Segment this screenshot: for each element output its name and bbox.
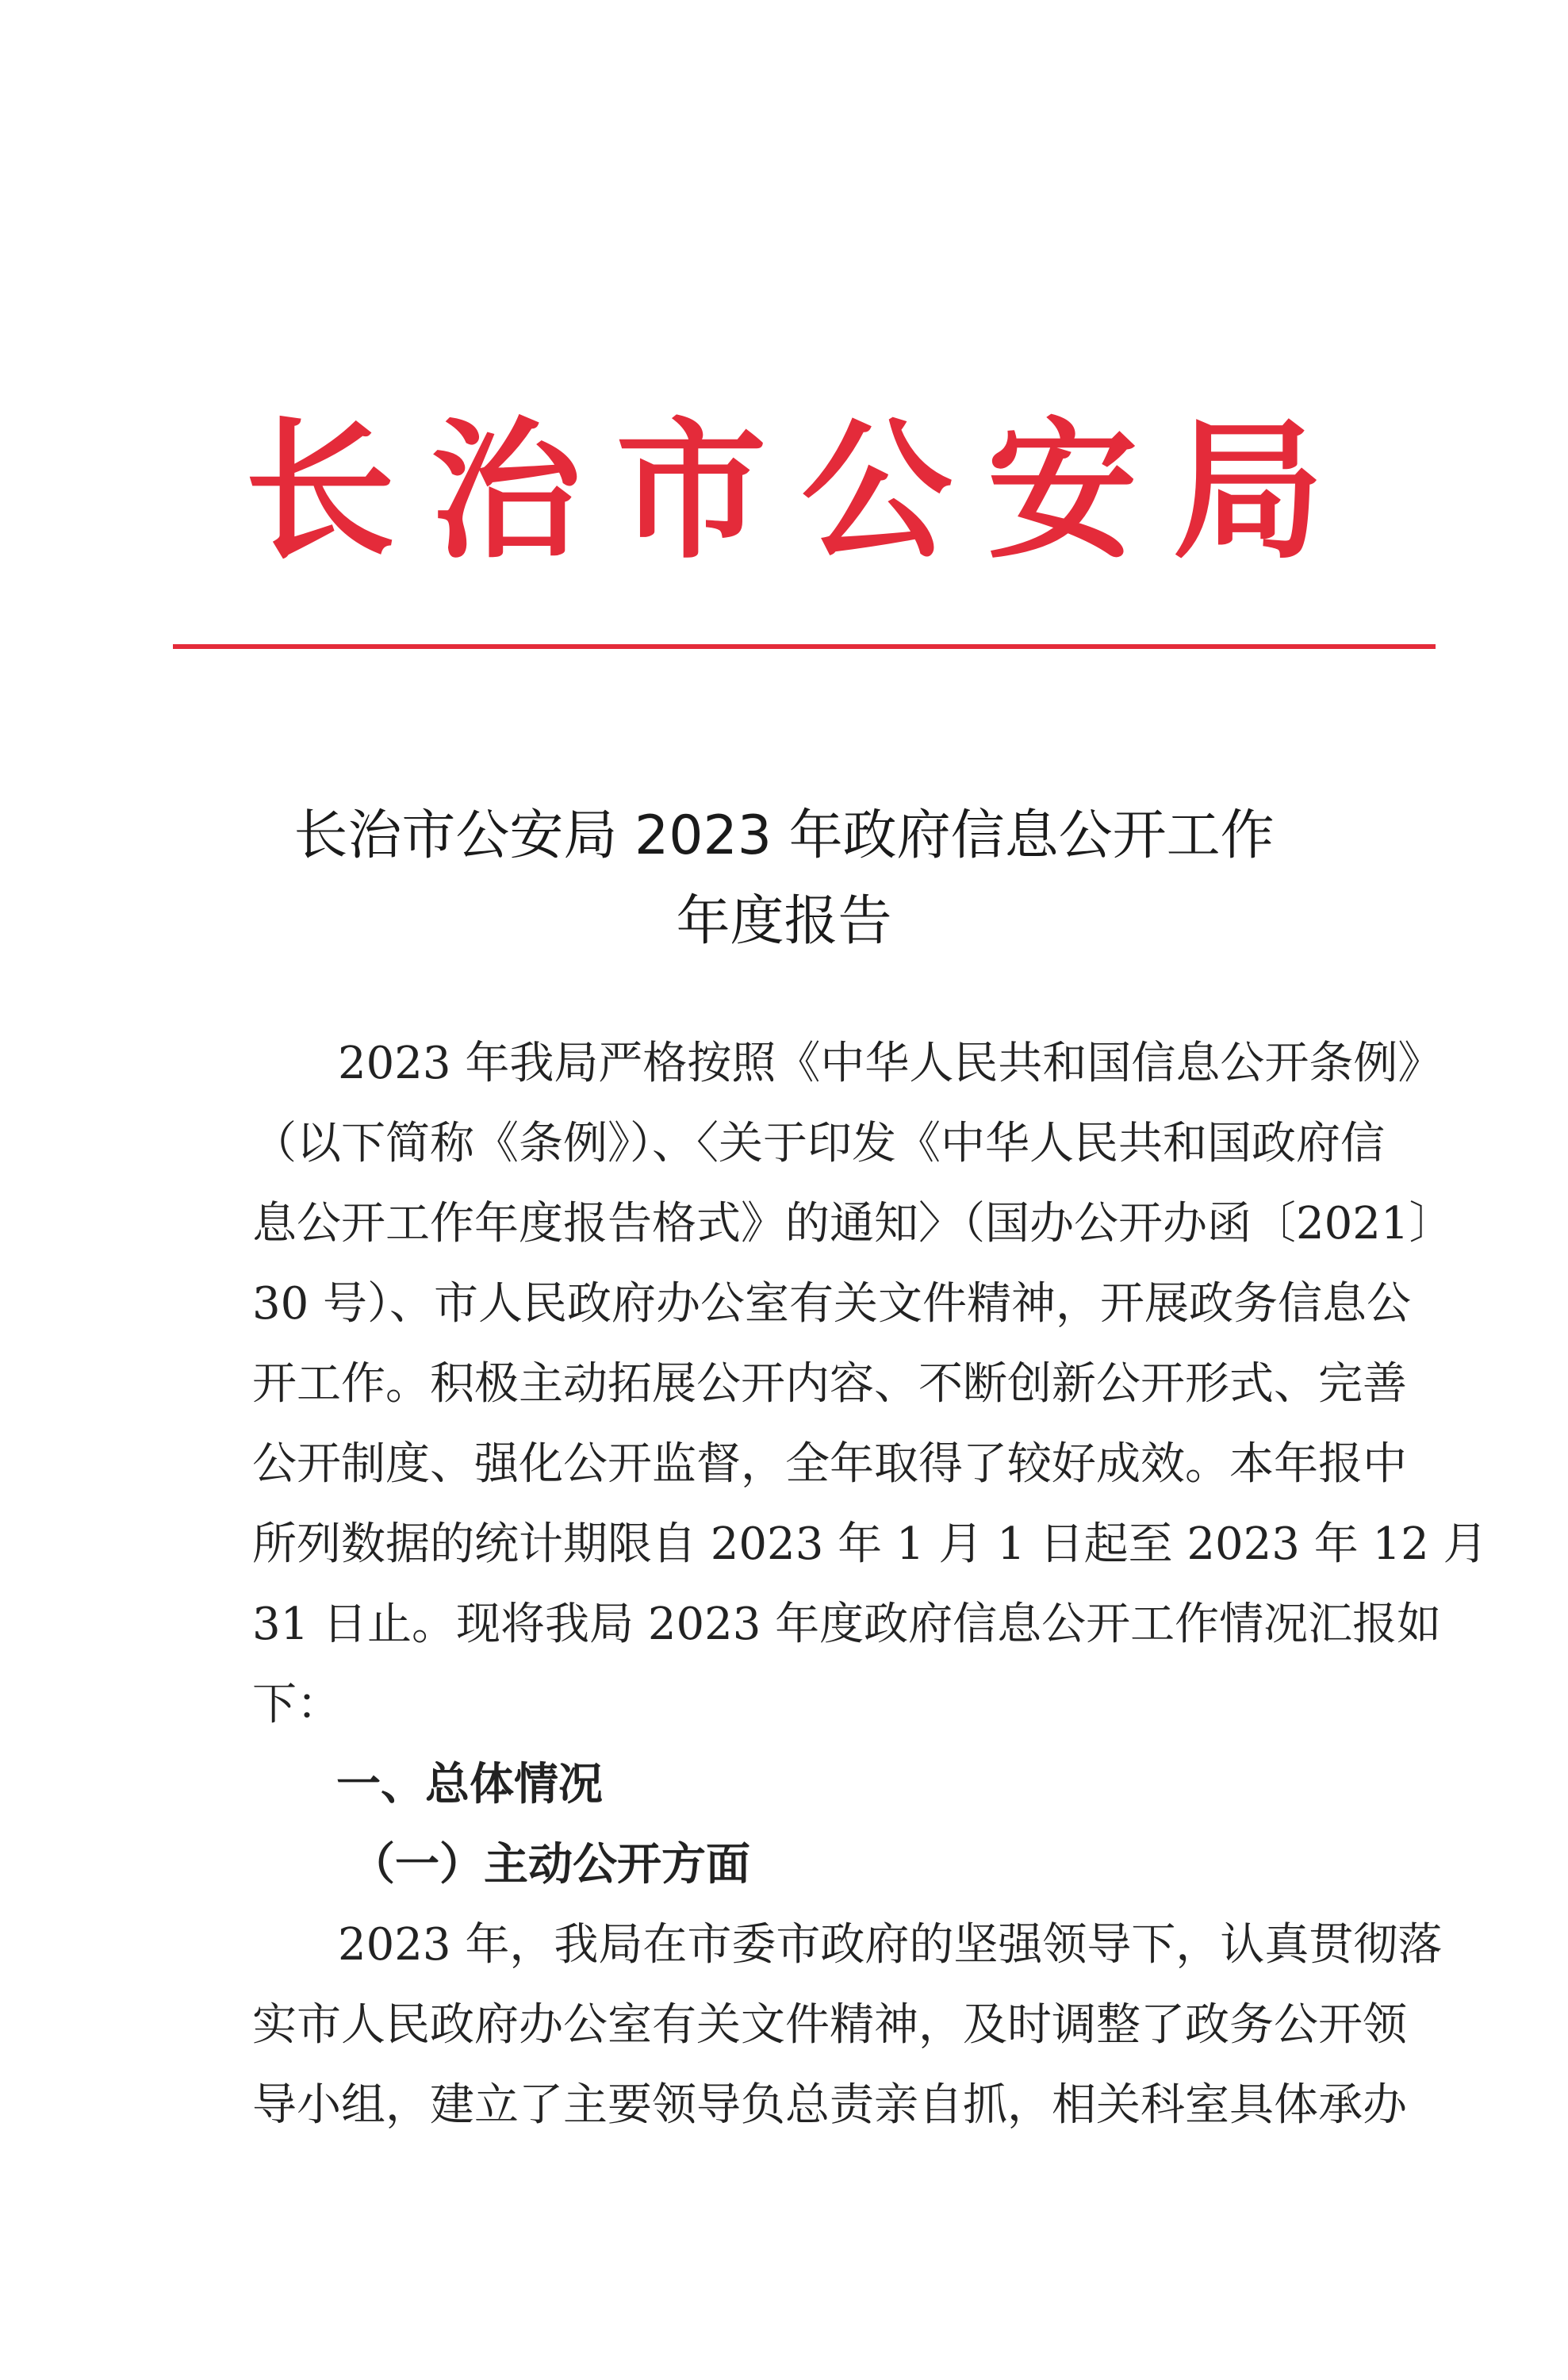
text-line: 2023 年，我局在市委市政府的坚强领导下，认真贯彻落 <box>338 1919 1443 1971</box>
text-line: 导小组，建立了主要领导负总责亲自抓，相关科室具体承办 <box>252 2079 1407 2131</box>
letterhead-divider <box>173 644 1436 649</box>
text-line: 息公开工作年度报告格式》的通知〉（国办公开办函〔2021〕 <box>252 1198 1454 1250</box>
document-title <box>0 793 1568 965</box>
text-line: 下： <box>252 1679 341 1730</box>
text-line: 公开制度、强化公开监督，全年取得了较好成效。本年报中 <box>252 1438 1407 1490</box>
text-line: （以下简称《条例》）、〈关于印发《中华人民共和国政府信 <box>252 1118 1385 1169</box>
text-line: 实市人民政府办公室有关文件精神，及时调整了政务公开领 <box>252 1999 1407 2051</box>
subsection-heading: （一）主动公开方面 <box>351 1838 750 1891</box>
text-line: 开工作。积极主动拓展公开内容、不断创新公开形式、完善 <box>252 1358 1407 1410</box>
paragraph-proactive-disclosure <box>252 1905 1443 2145</box>
section-heading: 一、总体情况 <box>336 1759 603 1810</box>
text-line: 30 号）、市人民政府办公室有关文件精神，开展政务信息公 <box>252 1278 1412 1330</box>
text-line: 2023 年我局严格按照《中华人民共和国信息公开条例》 <box>338 1038 1443 1089</box>
title-line-1: 长治市公安局 2023 年政府信息公开工作 <box>293 804 1275 867</box>
title-line-2: 年度报告 <box>676 890 892 953</box>
letterhead-organization: 长治市公安局 <box>244 404 1359 579</box>
paragraph-intro <box>252 1023 1488 1745</box>
text-line: 31 日止。现将我局 2023 年度政府信息公开工作情况汇报如 <box>252 1599 1442 1650</box>
document-body <box>252 1023 1488 2145</box>
text-line: 所列数据的统计期限自 2023 年 1 月 1 日起至 2023 年 12 月 <box>252 1518 1488 1570</box>
